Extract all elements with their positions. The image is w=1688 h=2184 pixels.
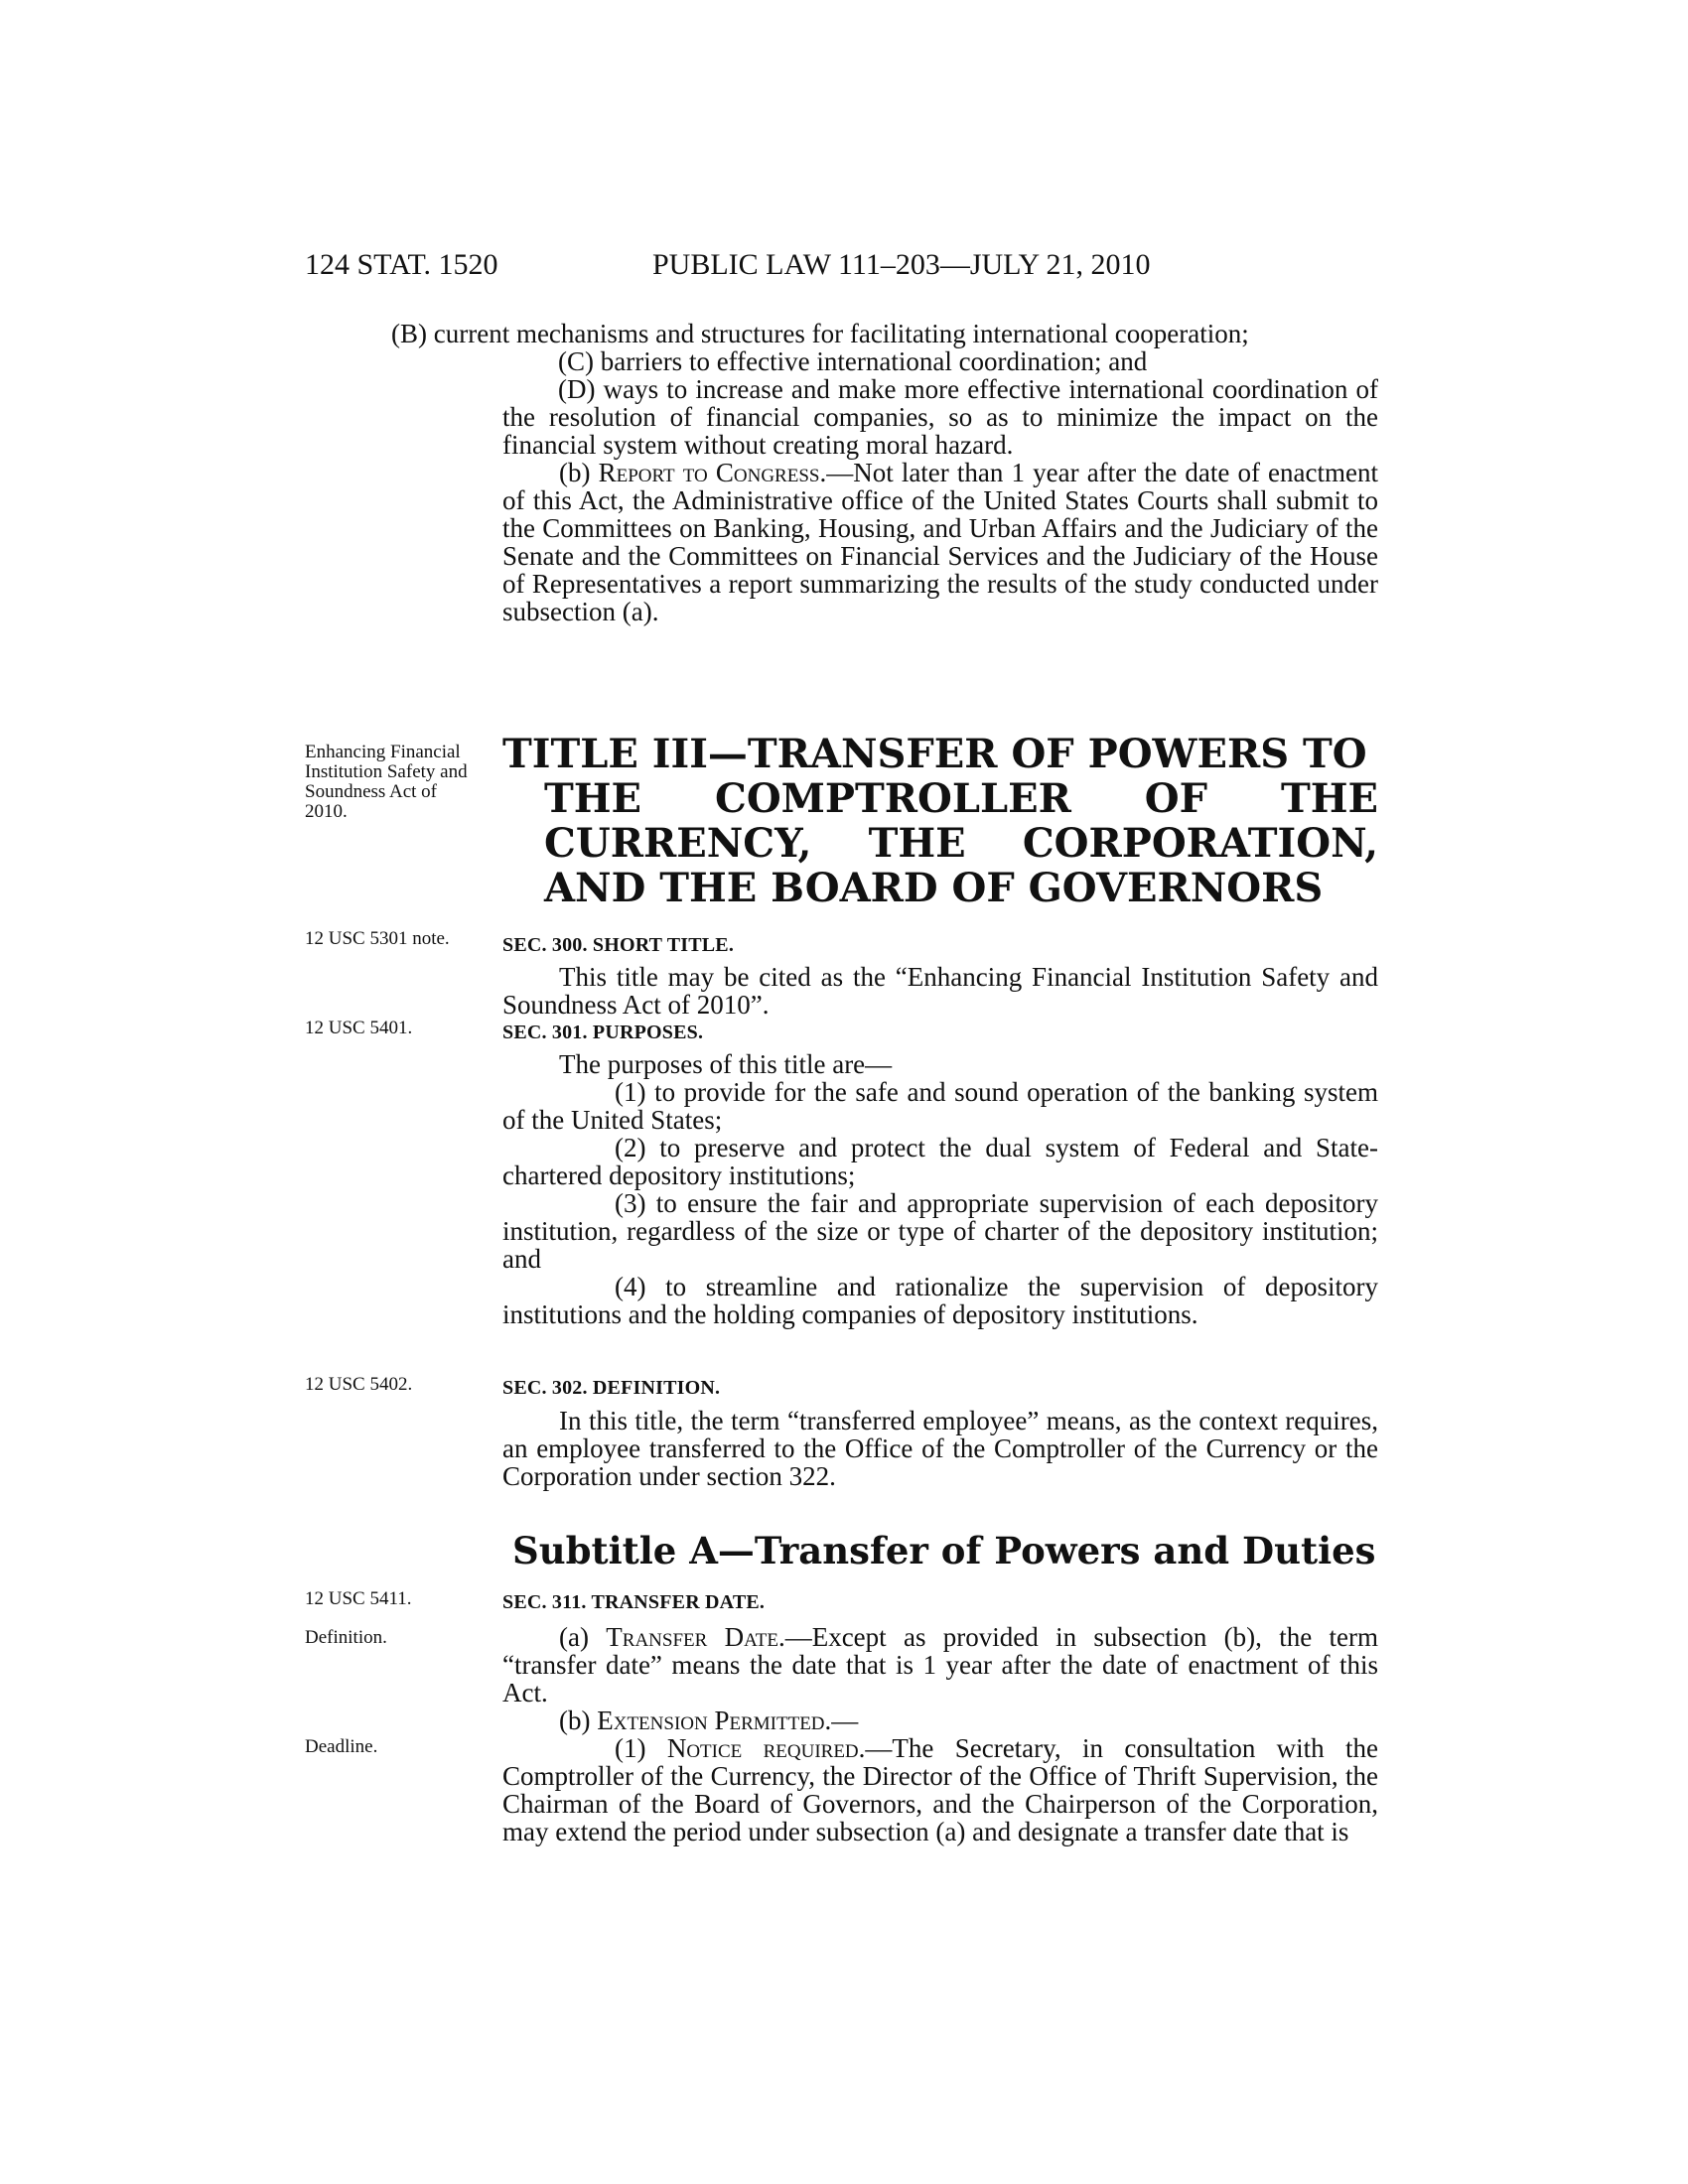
- sec-311-subsection-b: (b) Extension Permitted.—: [559, 1706, 859, 1735]
- sec-311-subsection-a: (a) Transfer Date.—Except as provided in subsection (b), the term “transfer date” means the date that is 1 year after the date of enactment of this Act.: [502, 1622, 1378, 1707]
- sec-301-body: [502, 1050, 1378, 1328]
- running-header: [305, 248, 1377, 288]
- stat-page-number: 124 STAT. 1520: [305, 248, 498, 281]
- margin-note-usc-5411: 12 USC 5411.: [305, 1588, 412, 1609]
- sec-301-intro: The purposes of this title are—: [559, 1049, 893, 1079]
- sec-301-item-3: (3) to ensure the fair and appropriate supervision of each depository institution, regardless of the size or type of charter of the depository institution; and: [502, 1188, 1378, 1274]
- margin-note-definition: Definition.: [305, 1627, 387, 1648]
- report-to-congress: (b) Report to Congress.—Not later than 1 year after the date of enactment of this Act, the Administrative office of the United States Courts shall submit to the Committees on Banking, Housing, and Urban Affairs and the Judiciary of the Senate and the Committees on Financial Services and the Judiciary of the House of Representatives a report summarizing the results of the study conducted under subsection (a).: [502, 458, 1379, 626]
- item-b: (B) current mechanisms and structures for facilitating international cooperation;: [391, 319, 1249, 348]
- sec-300-text: This title may be cited as the “Enhancing Financial Institution Safety and Soundness Act of 2010”.: [502, 962, 1378, 1020]
- item-c: (C) barriers to effective international coordination; and: [558, 346, 1148, 376]
- sec-302-body: [502, 1407, 1378, 1490]
- title-iii-rest: THE COMPTROLLER OF THE CURRENCY, THE CORPORATION, AND THE BOARD OF GOVERNORS: [544, 775, 1378, 911]
- margin-note-usc-5401: 12 USC 5401.: [305, 1018, 413, 1038]
- title-iii-first-line: TITLE III—TRANSFER OF POWERS TO: [502, 731, 1367, 777]
- sec-301-item-1: (1) to provide for the safe and sound operation of the banking system of the United States;: [502, 1077, 1378, 1135]
- item-d: (D) ways to increase and make more effective international coordination of the resolution of financial companies, so as to minimize the impact on the financial system without creating moral hazard.: [502, 374, 1378, 460]
- margin-note-usc-5301: 12 USC 5301 note.: [305, 928, 450, 949]
- subtitle-a-heading: Subtitle A—Transfer of Powers and Duties: [512, 1529, 1376, 1572]
- sec-311-body: [502, 1623, 1378, 1845]
- title-iii-heading: [502, 732, 1378, 910]
- public-law-citation: PUBLIC LAW 111–203—JULY 21, 2010: [652, 248, 1151, 281]
- margin-note-deadline: Deadline.: [305, 1736, 378, 1757]
- sec-301-item-2: (2) to preserve and protect the dual system of Federal and State-chartered depository institutions;: [502, 1133, 1378, 1190]
- sec-302-heading: SEC. 302. DEFINITION.: [502, 1377, 721, 1399]
- continuation-text: [391, 319, 1379, 626]
- sec-311-heading: SEC. 311. TRANSFER DATE.: [502, 1591, 766, 1613]
- sec-300-heading: SEC. 300. SHORT TITLE.: [502, 934, 735, 956]
- sec-301-heading: SEC. 301. PURPOSES.: [502, 1022, 704, 1043]
- sec-301-item-4: (4) to streamline and rationalize the supervision of depository institutions and the holding companies of depository institutions.: [502, 1272, 1378, 1329]
- sec-300-body: [502, 963, 1378, 1019]
- margin-note-short-title-act: Enhancing Financial Institution Safety and Soundness Act of 2010.: [305, 742, 468, 822]
- sec-302-text: In this title, the term “transferred employee” means, as the context requires, an employee transferred to the Office of the Comptroller of the Currency or the Corporation under section 322.: [502, 1406, 1378, 1491]
- margin-note-usc-5402: 12 USC 5402.: [305, 1374, 413, 1395]
- sec-311-paragraph-1: (1) Notice required.—The Secretary, in consultation with the Comptroller of the Currency, the Director of the Office of Thrift Supervision, the Chairman of the Board of Governors, and the Chairperson of the Corporation, may extend the period under subsection (a) and designate a transfer date that is: [502, 1733, 1378, 1846]
